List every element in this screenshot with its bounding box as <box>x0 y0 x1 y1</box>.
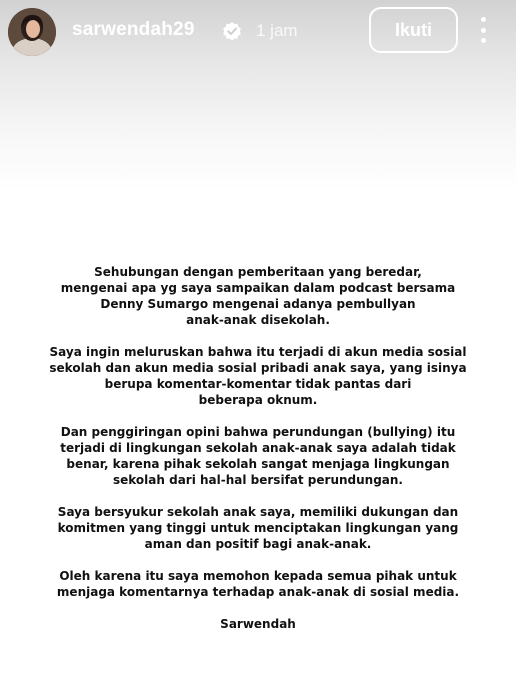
statement-line: Oleh karena itu saya memohon kepada semua pihak untuk <box>59 569 457 583</box>
statement-line: anak-anak disekolah. <box>186 313 330 327</box>
statement-line: sekolah dari hal-hal bersifat perundungan. <box>112 473 403 487</box>
statement-paragraph <box>18 344 498 408</box>
statement-paragraph <box>18 264 498 328</box>
signature: Sarwendah <box>220 617 296 631</box>
statement-line: benar, karena pihak sekolah sangat menjaga lingkungan <box>66 457 450 471</box>
statement-text <box>18 264 498 632</box>
username[interactable]: sarwendah29 <box>72 19 195 40</box>
statement-line: terjadi di lingkungan sekolah anak-anak saya adalah tidak <box>60 441 456 455</box>
more-dot <box>481 38 486 43</box>
statement-line: Saya ingin meluruskan bahwa itu terjadi di akun media sosial <box>49 345 467 359</box>
statement-paragraph <box>18 568 498 600</box>
statement-line: menjaga komentarnya terhadap anak-anak di sosial media. <box>56 585 460 599</box>
follow-button[interactable]: Ikuti <box>369 7 458 53</box>
verified-badge-icon <box>222 21 242 41</box>
statement-line: mengenai apa yg saya sampaikan dalam podcast bersama <box>60 281 456 295</box>
statement-line: komitmen yang tinggi untuk menciptakan lingkungan yang <box>57 521 459 535</box>
statement-line: Dan penggiringan opini bahwa perundungan (bullying) itu <box>60 425 456 439</box>
statement-line: Denny Sumargo mengenai adanya pembullyan <box>100 297 416 311</box>
statement-paragraph <box>18 424 498 488</box>
more-dot <box>481 17 486 22</box>
more-dot <box>481 28 486 33</box>
statement-line: beberapa oknum. <box>198 393 318 407</box>
statement-line: aman dan positif bagi anak-anak. <box>144 537 372 551</box>
statement-line: berupa komentar-komentar tidak pantas dari <box>104 377 412 391</box>
statement-line: Saya bersyukur sekolah anak saya, memiliki dukungan dan <box>57 505 459 519</box>
statement-paragraph <box>18 504 498 552</box>
story-header <box>0 0 516 64</box>
more-options-icon[interactable] <box>472 14 494 46</box>
statement-line: Sehubungan dengan pemberitaan yang beredar, <box>94 265 422 279</box>
post-time: 1 jam <box>256 21 298 40</box>
avatar-image <box>8 8 56 56</box>
avatar[interactable] <box>8 8 56 56</box>
statement-line: sekolah dan akun media sosial pribadi anak saya, yang isinya <box>49 361 467 375</box>
